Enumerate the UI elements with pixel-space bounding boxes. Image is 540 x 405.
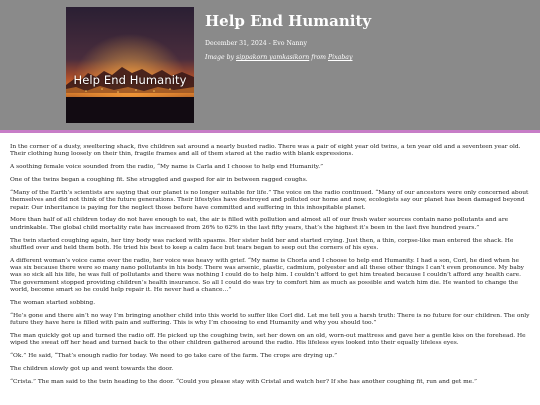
- paragraph: The man quickly got up and turned the radio off. He picked up the coughing twin, set her down on an old, worn-out mattress and gave her a gentle kiss on the forehead. He wiped the sweat off her head and turned back to the other children gathered around the radio. His lifeless eyes looked into their equally lifeless eyes.: [10, 332, 526, 347]
- paragraph: More than half of all children today do not have enough to eat, the air is filled with pollution and almost all of our fresh water sources contain nano pollutants and are undrinkable. The global child mortality rate has increased from 26% to 62% in the last fifty years, that’s the highest it’s been in the last five hundred years.”: [10, 217, 509, 231]
- paragraph: One of the twins began a coughing fit. She struggled and gasped for air in between ragged coughs.: [10, 177, 308, 184]
- article-body: [10, 144, 530, 392]
- paragraph: A soothing female voice sounded from the radio, “My name is Carla and I choose to help end Humanity.”: [10, 164, 324, 171]
- burning-city-image: [66, 7, 194, 123]
- post-date-author: December 31, 2024 - Evo Nanny: [205, 40, 308, 47]
- image-credit: [205, 54, 352, 61]
- header-banner: [0, 0, 540, 130]
- paragraph: In the corner of a dusty, sweltering shack, five children sat around a nearly busted radio. There was a pair of eight year old twins, a ten year old and a seventeen year old. Their clothing hung loosely on their thin, fragile frames and all of them stared at the radio with blank expressions.: [10, 144, 521, 158]
- image-overlay-text: Help End Humanity: [73, 73, 187, 87]
- accent-divider: [0, 130, 540, 133]
- paragraph: “Ok.” He said, “That’s enough radio for today. We need to go take care of the farm. The crops are drying up.”: [10, 353, 338, 360]
- page-title: Help End Humanity: [205, 12, 372, 30]
- paragraph: The woman started sobbing.: [10, 299, 96, 306]
- credit-prefix: Image by: [205, 54, 235, 61]
- paragraph: “Crista.” The man said to the twin heading to the door. “Could you please stay with Cristal and watch her? If she has another coughing fit, run and get me.”: [10, 378, 478, 385]
- paragraph: The twin started coughing again, her tiny body was racked with spasms. Her sister held her and started crying. Just then, a thin, corpse-like man entered the shack. He shuffled over and held them both. He tried his best to keep a calm face but tears began to seep out the corners of his eyes.: [10, 237, 514, 251]
- featured-image[interactable]: [66, 7, 194, 123]
- credit-source-link[interactable]: Pixabay: [328, 54, 353, 61]
- paragraph: The children slowly got up and went towards the door.: [10, 366, 174, 373]
- credit-author-link[interactable]: sippakorn yamkasikorn: [236, 54, 310, 61]
- paragraph: A different woman’s voice came over the radio, her voice was heavy with grief. “My name is Chorla and I choose to help end Humanity. I had a son, Corl, he died when he was six because there were so many nano pollutants in his body. There was arsenic, plastic, cadmium, polyester and all these other things I can’t even pronounce. My baby was so sick all his life, he was full of pollutants and there was nothing I could do to help him. I couldn’t afford to get him treated because I couldn’t afford any health care. The government stopped providing children’s health insurance. So all I could do was try to comfort him as much as possible and watch him die. He wanted to change the world, become smart so he could help repair it. He never had a chance…”: [10, 257, 524, 294]
- credit-from: from: [311, 54, 327, 61]
- paragraph: “Many of the Earth’s scientists are saying that our planet is no longer suitable for life.” The voice on the radio continued. “Many of our ancestors were only concerned about themselves and did not think of the future generations. Their lifestyles have destroyed and polluted our home and now, ecologists say our planet has been damaged beyond repair. Our inheritance is paying for the neglect those before have committed and suffering in this inhospitable planet.: [10, 189, 529, 211]
- paragraph: “He’s gone and there ain’t no way I’m bringing another child into this world to suffer like Corl did. Let me tell you a harsh truth: There is no future for our children. The only future they have here is filled with pain and suffering. This is why I’m choosing to end Humanity and why you should too.”: [10, 312, 530, 327]
